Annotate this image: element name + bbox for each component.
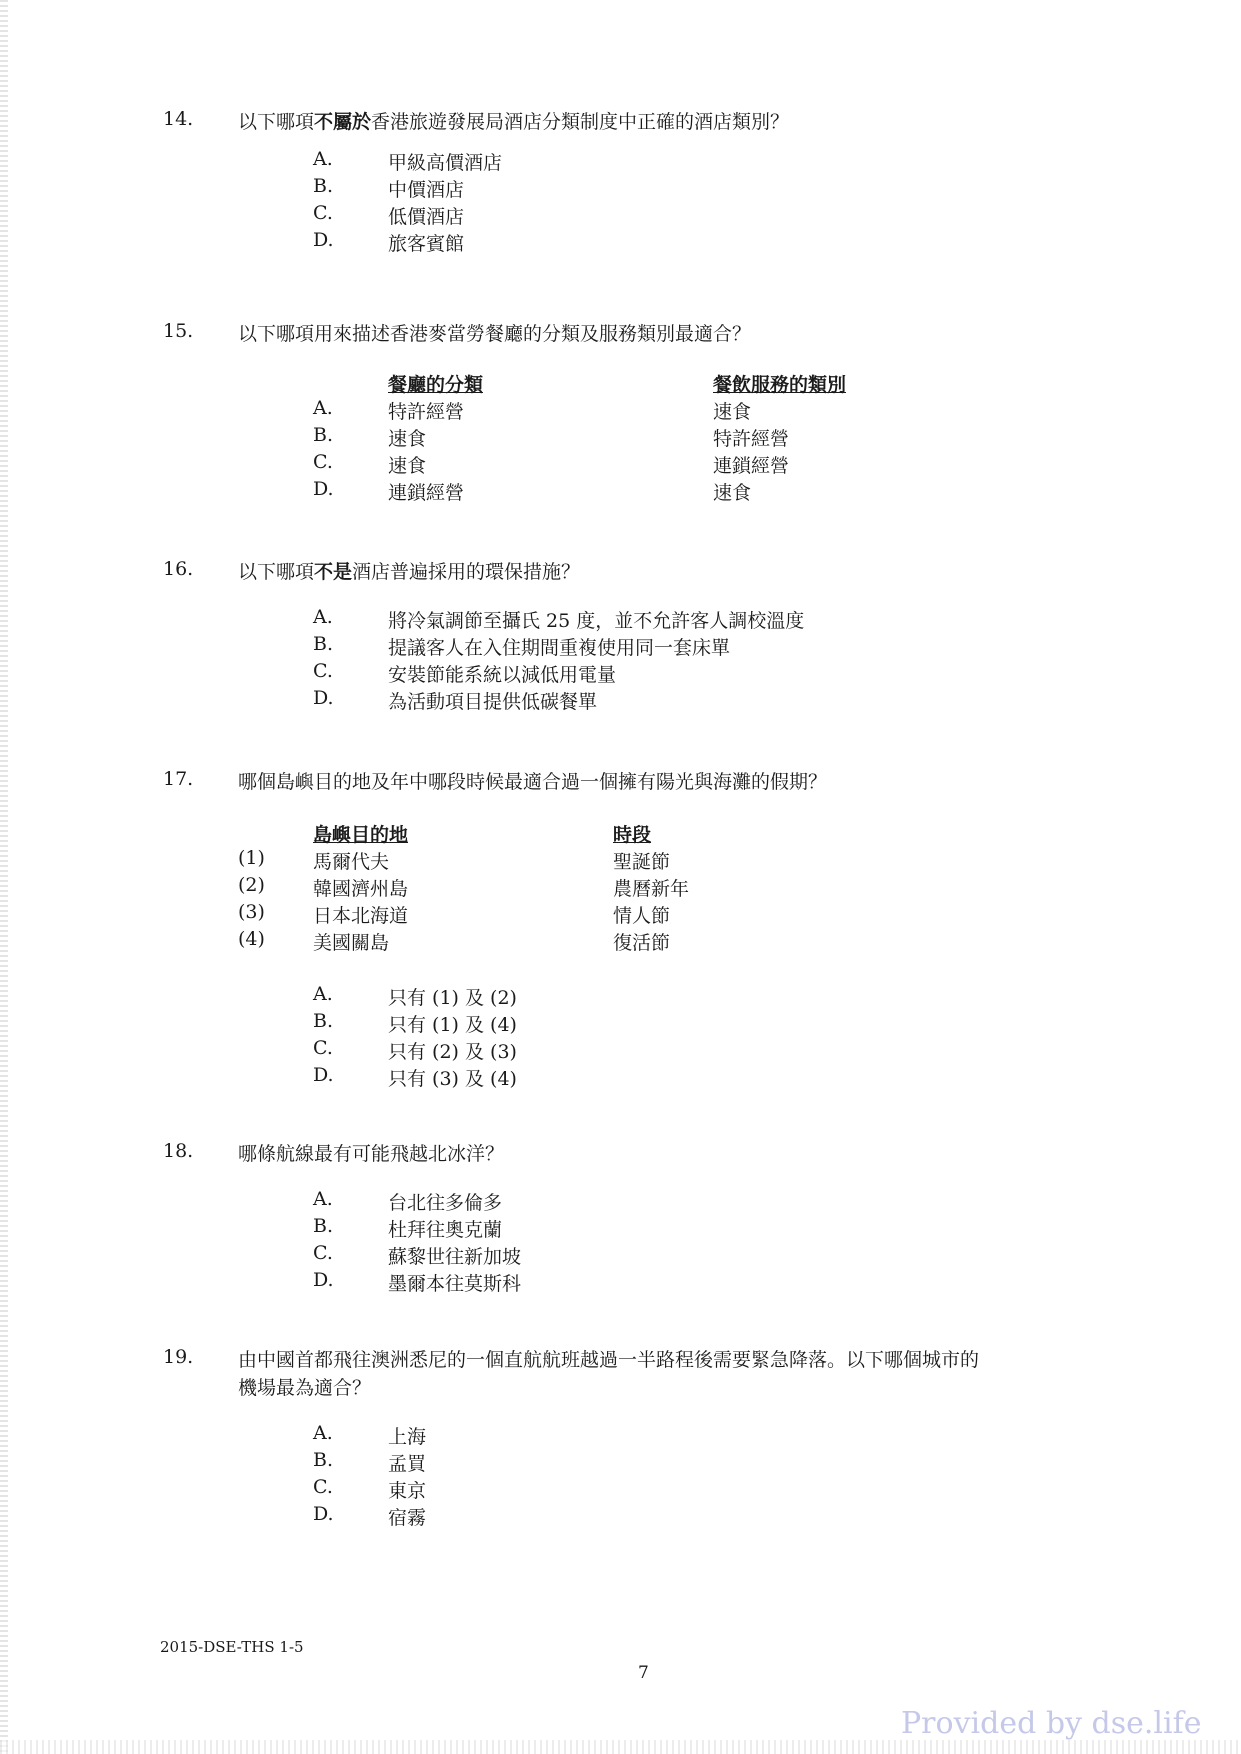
question-number: 15.	[163, 320, 194, 342]
question-text: 以下哪項不是酒店普遍採用的環保措施？	[238, 561, 581, 583]
page-number: 7	[638, 1663, 649, 1683]
question-text: 由中國首都飛往澳洲悉尼的一個直航航班越過一半路程後需要緊急降落。以下哪個城市的 機場最為適合？	[238, 1349, 980, 1399]
table-row: (2) 韓國濟州島 農曆新年	[238, 874, 690, 900]
question-number: 14.	[163, 108, 194, 130]
table-header	[238, 820, 838, 847]
table-row: (4) 美國關島 復活節	[238, 928, 671, 954]
exam-page: 14. 以下哪項不屬於香港旅遊發展局酒店分類制度中正確的酒店類別？ A. 甲級高價酒店 B. 中價酒店 C. 低價酒店 D. 旅客賓館 15. 以下哪項用來描述香港麥當勞餐廳的分類及服務類別最適合？ 餐廳的分類 餐飲服務的類別 A. 特許經營 速食 B. 速食 特許經營 C. 速食 連鎖經營 D. 連鎖經營 速食 16. 以下哪項不是酒店普遍採用的環保措施？ A. 將冷氣調節至攝氏 25 度，並不允許客人調校溫度 B. 提議客人在入住期間重複使用同一套床單 C. 安裝節能系統以減低用電量 D. 為活動項目提供低碳餐單 17. 哪個島嶼目的地及年中哪段時候最適合過一個擁有陽光與海灘的假期？ 島嶼目的地 時段 (1) 馬爾代夫 聖誕節 (2) 韓國濟州島 農曆新年 (3) 日本北海道 情人節 (4) 美國關島 復活節 A. 只有 (1) 及 (2) B. 只有 (1) 及 (4) C. 只有 (2) 及 (3) D. 只有 (3) 及 (4) 18. 哪條航線最有可能飛越北冰洋？ A. 台北往多倫多 B. 杜拜往奧克蘭 C. 蘇黎世往新加坡 D. 墨爾本往莫斯科 19. 由中國首都飛往澳洲悉尼的一個直航航班越過一半路程後需要緊急降落。以下哪個城市的 機場最為適合？ A. 上海 B. 孟買 C. 東京 D. 宿霧 2015-DSE-THS 1-5 7 Provided by dse.life	[0, 0, 1241, 1754]
header-destination: 島嶼目的地	[313, 824, 409, 846]
question-number: 17.	[163, 768, 194, 790]
question-text: 以下哪項不屬於香港旅遊發展局酒店分類制度中正確的酒店類別？	[238, 111, 790, 133]
question-text: 哪條航線最有可能飛越北冰洋？	[238, 1143, 505, 1165]
destination-table	[238, 820, 838, 955]
emphasis-not: 不是	[314, 561, 353, 583]
table-row: (3) 日本北海道 情人節	[238, 901, 671, 927]
question-number: 18.	[163, 1140, 194, 1162]
watermark: Provided by dse.life	[901, 1706, 1202, 1741]
question-text: 哪個島嶼目的地及年中哪段時候最適合過一個擁有陽光與海灘的假期？	[238, 771, 828, 793]
question-text: 以下哪項用來描述香港麥當勞餐廳的分類及服務類別最適合？	[238, 323, 752, 345]
paper-code: 2015-DSE-THS 1-5	[160, 1638, 304, 1656]
question-number: 19.	[163, 1346, 194, 1368]
emphasis-not: 不屬於	[314, 111, 372, 133]
header-service-type: 餐飲服務的類別	[713, 374, 847, 396]
scan-edge-left	[0, 0, 8, 1754]
table-row: (1) 馬爾代夫 聖誕節	[238, 847, 671, 873]
header-category: 餐廳的分類	[388, 374, 484, 396]
scan-edge-bottom	[0, 1740, 1241, 1754]
question-number: 16.	[163, 558, 194, 580]
header-period: 時段	[613, 824, 652, 846]
